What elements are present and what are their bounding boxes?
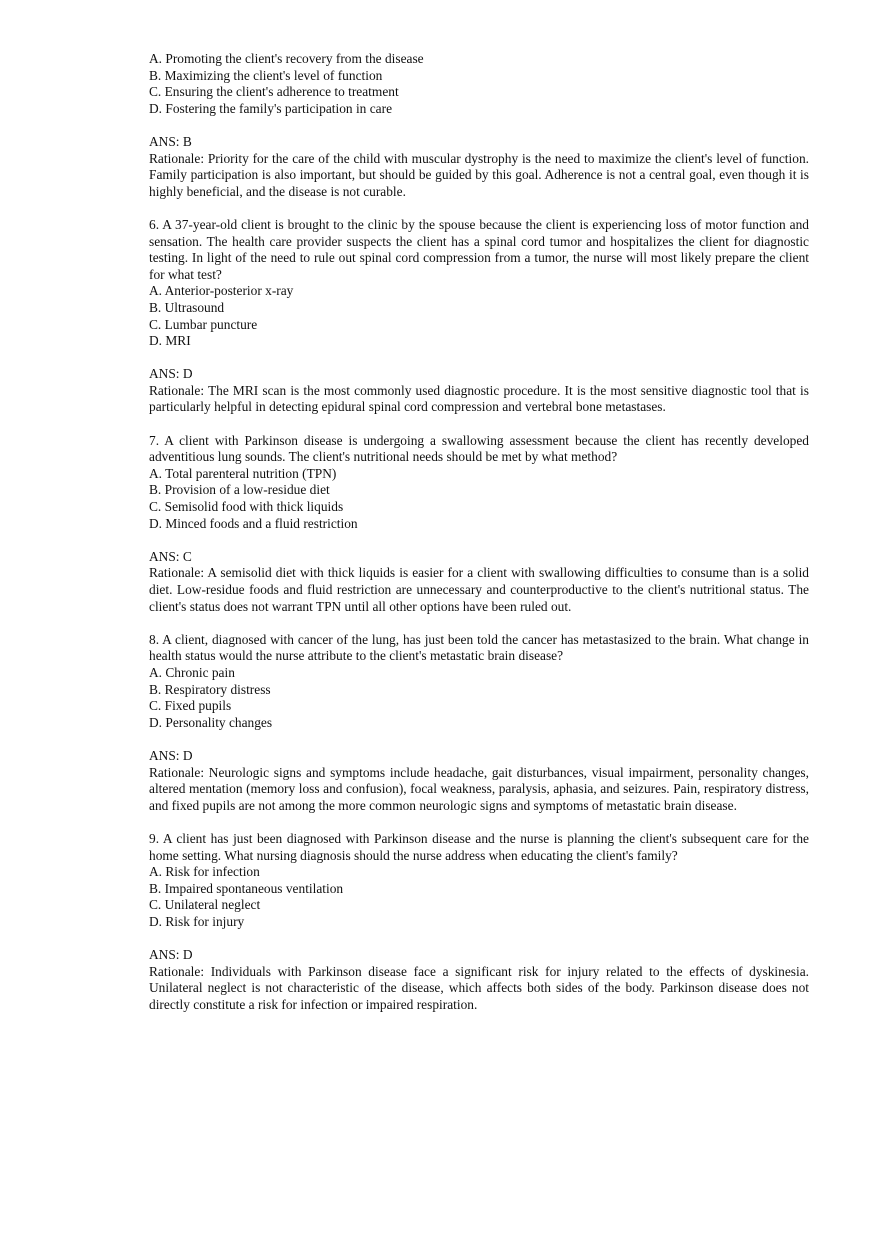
q9-option-d: D. Risk for injury: [149, 913, 245, 929]
q7-option-a: A. Total parenteral nutrition (TPN): [149, 465, 337, 481]
q7-question: 7. A client with Parkinson disease is undergoing a swallowing assessment because the client has recently developed adventitious lung sounds. The client's nutritional needs should be met by what method?: [149, 432, 809, 465]
q5-answer-block: [149, 134, 809, 200]
q8-answer-block: [149, 748, 809, 814]
q5-answer: ANS: B: [149, 133, 192, 149]
q8-option-d: D. Personality changes: [149, 714, 273, 730]
q5-options: [149, 51, 809, 117]
q9-block: [149, 831, 809, 931]
q6-rationale: Rationale: The MRI scan is the most commonly used diagnostic procedure. It is the most sensitive diagnostic tool that is particularly helpful in detecting epidural spinal cord compression and vertebral bone metastases.: [149, 382, 809, 415]
q9-answer: ANS: D: [149, 947, 193, 963]
q6-option-d: D. MRI: [149, 333, 191, 349]
q9-option-b: B. Impaired spontaneous ventilation: [149, 880, 344, 896]
q8-question: 8. A client, diagnosed with cancer of the lung, has just been told the cancer has metastasized to the brain. What change in health status would the nurse attribute to the client's metastatic brain disease?: [149, 631, 809, 664]
q6-option-b: B. Ultrasound: [149, 299, 225, 315]
q6-answer: ANS: D: [149, 366, 193, 382]
document-page: [149, 51, 809, 1030]
q8-rationale: Rationale: Neurologic signs and symptoms include headache, gait disturbances, visual impairment, personality changes, altered mentation (memory loss and confusion), focal weakness, paralysis, aphasia, and seizures. Pain, respiratory distress, and fixed pupils are not among the more common neurologic signs and symptoms of metastatic brain disease.: [149, 764, 809, 813]
q5-option-d: D. Fostering the family's participation in care: [149, 100, 393, 116]
q6-question: 6. A 37-year-old client is brought to the clinic by the spouse because the client is experiencing loss of motor function and sensation. The health care provider suspects the client has a spinal cord tumor and hospitalizes the client for diagnostic testing. In light of the need to rule out spinal cord compression from a tumor, the nurse will most likely prepare the client for what test?: [149, 216, 809, 282]
q8-option-b: B. Respiratory distress: [149, 681, 271, 697]
q6-option-c: C. Lumbar puncture: [149, 316, 258, 332]
q9-option-c: C. Unilateral neglect: [149, 897, 261, 913]
q7-block: [149, 433, 809, 533]
q7-option-d: D. Minced foods and a fluid restriction: [149, 515, 358, 531]
q6-answer-block: [149, 366, 809, 416]
q9-rationale: Rationale: Individuals with Parkinson disease face a significant risk for injury related to the effects of dyskinesia. Unilateral neglect is not characteristic of the disease, which affects both sides of the body. Parkinson disease does not directly constitute a risk for infection or impaired respiration.: [149, 963, 809, 1012]
q5-option-a: A. Promoting the client's recovery from the disease: [149, 51, 424, 66]
q8-option-c: C. Fixed pupils: [149, 698, 232, 714]
q5-option-b: B. Maximizing the client's level of function: [149, 67, 383, 83]
q6-option-a: A. Anterior-posterior x-ray: [149, 283, 294, 299]
q9-answer-block: [149, 947, 809, 1013]
q8-option-a: A. Chronic pain: [149, 664, 235, 680]
q7-answer: ANS: C: [149, 548, 192, 564]
q5-rationale: Rationale: Priority for the care of the child with muscular dystrophy is the need to maximize the client's level of function. Family participation is also important, but should be guided by this goal. Adherence is not a central goal, even though it is highly beneficial, and the disease is not curable.: [149, 150, 809, 199]
q7-answer-block: [149, 549, 809, 615]
q8-answer: ANS: D: [149, 747, 193, 763]
q7-rationale: Rationale: A semisolid diet with thick liquids is easier for a client with swallowing difficulties to consume than is a solid diet. Low-residue foods and fluid restriction are unnecessary and counterproductive to the client's nutritional status. The client's status does not warrant TPN until all other options have been ruled out.: [149, 565, 809, 614]
q9-option-a: A. Risk for infection: [149, 864, 260, 880]
q5-option-c: C. Ensuring the client's adherence to treatment: [149, 84, 399, 100]
q9-question: 9. A client has just been diagnosed with Parkinson disease and the nurse is planning the client's subsequent care for the home setting. What nursing diagnosis should the nurse address when educating the client's family?: [149, 830, 809, 863]
q7-option-b: B. Provision of a low-residue diet: [149, 482, 330, 498]
q8-block: [149, 632, 809, 732]
q7-option-c: C. Semisolid food with thick liquids: [149, 499, 344, 515]
q6-block: [149, 217, 809, 350]
